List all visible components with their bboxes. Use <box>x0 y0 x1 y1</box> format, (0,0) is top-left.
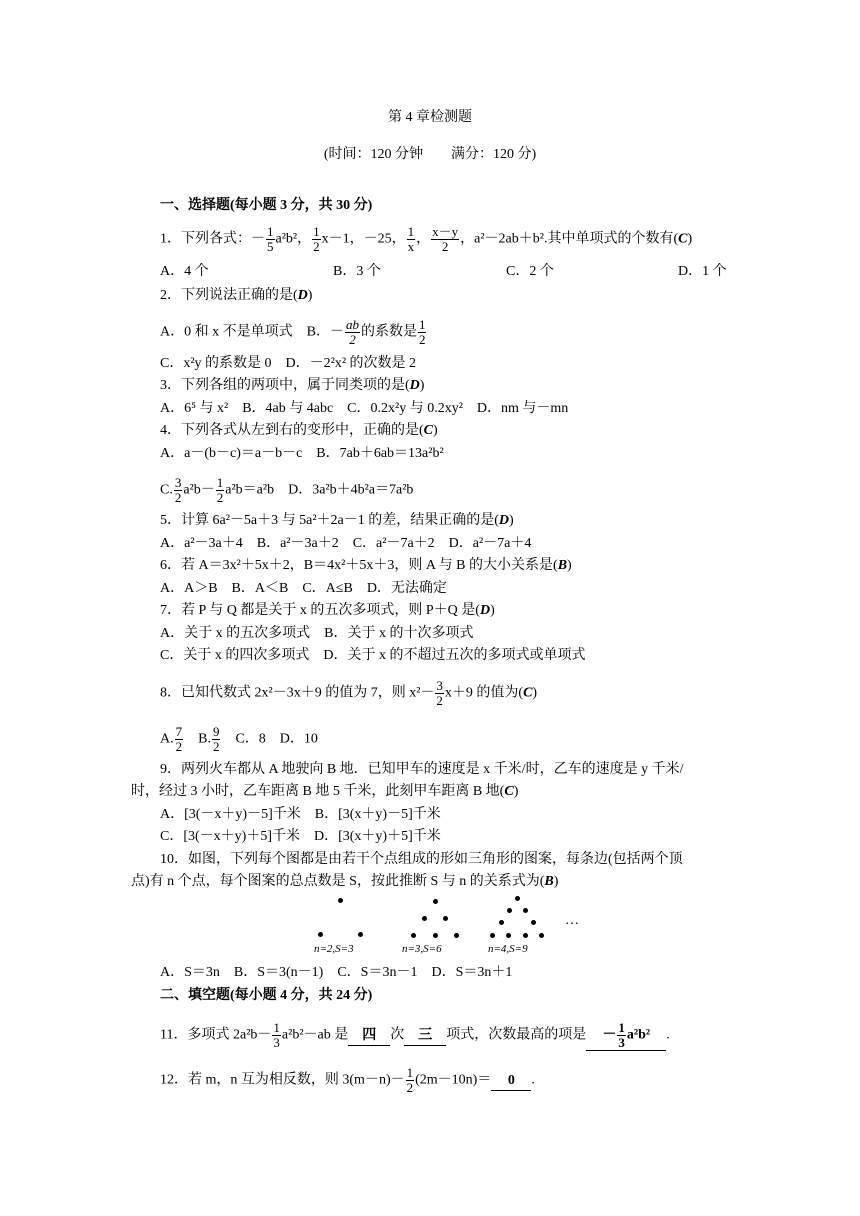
dot <box>454 933 459 938</box>
fraction <box>418 318 427 347</box>
question-4 <box>160 422 438 440</box>
fill-blank-answer <box>586 1021 666 1051</box>
q8-stem: ) <box>532 685 538 701</box>
denominator: 2 <box>418 332 426 347</box>
fill-blank-answer: 0 <box>491 1072 531 1091</box>
fill-blank-answer: 三 <box>404 1027 446 1046</box>
q11-text: 11．多项式 2a²b－ <box>160 1027 272 1043</box>
q1-text: ) <box>687 231 693 247</box>
q1-text: ，a²－2ab＋b².其中单项式的个数有( <box>460 231 679 247</box>
fraction <box>435 679 444 708</box>
q12-text: 12．若 m，n 互为相反数，则 3(m－n)－ <box>160 1072 405 1088</box>
dot <box>443 916 448 921</box>
q4-options-cd <box>160 476 413 505</box>
denominator: 2 <box>212 739 220 754</box>
fraction <box>272 1021 281 1050</box>
dot <box>523 933 528 938</box>
denominator: x <box>407 239 415 254</box>
q9-options-cd: C．[3(－x＋y)＋5]千米 D．[3(x＋y)＋5]千米 <box>160 829 441 844</box>
dot <box>531 920 536 925</box>
q8-options <box>160 725 318 754</box>
dot <box>318 932 323 937</box>
q1-option-a: A．4 个 <box>160 264 209 279</box>
q8-stem: 8．已知代数式 2x²－3x＋9 的值为 7，则 x²－ <box>160 685 435 701</box>
answer: C <box>423 423 434 438</box>
figure-caption: n=4,S=9 <box>488 943 528 955</box>
q1-text: a²b²， <box>275 231 312 247</box>
question-1 <box>160 225 692 254</box>
answer: C <box>523 685 533 701</box>
numerator: x－y <box>432 224 459 239</box>
question-6 <box>160 557 572 575</box>
question-11 <box>160 1021 670 1051</box>
q5-stem: ) <box>509 513 514 528</box>
q6-stem: ) <box>567 558 572 573</box>
q2-options-cd: C．x²y 的系数是 0 D．－2²x² 的次数是 2 <box>160 356 417 371</box>
q6-stem: 6．若 A＝3x²＋5x＋2，B＝4x²＋5x＋3，则 A 与 B 的大小关系是( <box>160 558 558 573</box>
answer: D <box>297 288 308 303</box>
question-3 <box>160 377 424 395</box>
question-5 <box>160 512 514 530</box>
dot <box>490 933 495 938</box>
fraction <box>617 1021 626 1050</box>
section-heading-choice: 一、选择题(每小题 3 分，共 30 分) <box>160 198 373 213</box>
q1-text: ， <box>416 231 431 247</box>
fraction <box>174 476 183 505</box>
numerator: 9 <box>212 724 220 739</box>
q4-text: a²b＝a²b D．3a²b＋4b²a＝7a²b <box>225 482 414 498</box>
q3-stem: 3．下列各组的两项中，属于同类项的是( <box>160 378 410 393</box>
q1-option-b: B．3 个 <box>333 264 381 279</box>
q4-text: C. <box>160 482 173 498</box>
fraction <box>407 225 416 254</box>
dot <box>539 933 544 938</box>
q4-stem: 4．下列各式从左到右的变形中，正确的是( <box>160 423 424 438</box>
dot <box>499 920 504 925</box>
dot <box>433 933 438 938</box>
question-7 <box>160 602 495 620</box>
q7-options-ab: A．关于 x 的五次多项式 B．关于 x 的十次多项式 <box>160 626 474 641</box>
answer: D <box>409 378 420 393</box>
q2-stem: ) <box>307 288 313 303</box>
q9-options-ab: A．[3(－x＋y)－5]千米 B．[3(x＋y)－5]千米 <box>160 807 441 822</box>
question-2 <box>160 287 312 305</box>
q4-text: a²b－ <box>183 482 215 498</box>
q1-text: 1．下列各式：－ <box>160 231 265 247</box>
question-10-line-1: 10．如图，下列每个图都是由若干个点组成的形如三角形的图案，每条边(包括两个顶 <box>160 852 683 867</box>
q7-options-cd: C．关于 x 的四次多项式 D．关于 x 的不超过五次的多项式或单项式 <box>160 648 586 663</box>
q11-text: 项式，次数最高的项是 <box>446 1027 587 1043</box>
denominator: 2 <box>174 490 182 505</box>
dot <box>507 908 512 913</box>
denominator: 3 <box>273 1035 280 1050</box>
denominator: 2 <box>175 739 183 754</box>
q8-text: B. <box>184 731 211 747</box>
q10-options: A．S＝3n B．S＝3(n－1) C．S＝3n－1 D．S＝3n＋1 <box>160 965 513 980</box>
fraction <box>345 318 360 347</box>
numerator: 1 <box>216 475 224 490</box>
dot <box>523 908 528 913</box>
question-9-line-2 <box>131 783 518 801</box>
q5-stem: 5．计算 6a²－5a＋3 与 5a²＋2a－1 的差，结果正确的是( <box>160 513 499 528</box>
dot <box>433 899 438 904</box>
numerator: 1 <box>407 224 415 239</box>
question-9-line-1: 9．两列火车都从 A 地驶向 B 地．已知甲车的速度是 x 千米/时，乙车的速度是 y 千米/ <box>160 762 684 777</box>
question-12 <box>160 1066 535 1095</box>
numerator: 7 <box>175 724 183 739</box>
figure-caption: n=2,S=3 <box>314 943 354 955</box>
denominator: 3 <box>618 1035 625 1050</box>
fill-blank-answer: 四 <box>348 1027 390 1046</box>
q1-option-d: D．1 个 <box>678 264 727 279</box>
q8-text: A. <box>160 731 174 747</box>
fraction <box>266 225 275 254</box>
q3-stem: ) <box>419 378 425 393</box>
q12-text: (2m－10n)＝ <box>415 1072 492 1088</box>
page-subtitle: (时间：120 分钟 满分：120 分) <box>323 147 537 162</box>
question-10-line-2 <box>131 873 558 891</box>
q12-text: . <box>531 1072 535 1088</box>
denominator: 2 <box>349 332 356 347</box>
dot <box>515 896 520 901</box>
fraction <box>431 225 459 254</box>
page-title: 第 4 章检测题 <box>388 110 472 125</box>
numerator: 1 <box>418 317 426 332</box>
denominator: 2 <box>216 490 224 505</box>
blank-text: － <box>602 1027 617 1043</box>
q7-stem: 7．若 P 与 Q 都是关于 x 的五次多项式，则 P＋Q 是( <box>160 603 480 618</box>
q9-stem: 时，经过 3 小时，乙车距离 B 地 5 千米，此刻甲车距离 B 地( <box>131 784 505 799</box>
q7-stem: ) <box>490 603 495 618</box>
fraction <box>312 225 321 254</box>
numerator: 1 <box>618 1020 625 1035</box>
q11-text: 次 <box>390 1027 405 1043</box>
q1-text: x－1，－25， <box>321 231 406 247</box>
q2-options-ab <box>160 318 427 347</box>
q8-stem: x＋9 的值为( <box>444 685 524 701</box>
dot <box>506 933 511 938</box>
blank-text: a²b² <box>626 1027 651 1043</box>
q4-options-ab: A．a－(b－c)＝a－b－c B．7ab＋6ab＝13a²b² <box>160 446 444 461</box>
fraction <box>406 1066 415 1095</box>
q2-text: A．0 和 x 不是单项式 B．－ <box>160 324 344 340</box>
fraction <box>212 725 221 754</box>
q3-options: A．6⁵ 与 x² B．4ab 与 4abc C．0.2x²y 与 0.2xy² D．nm 与－mn <box>160 401 569 416</box>
numerator: 3 <box>174 475 182 490</box>
dot <box>338 898 343 903</box>
answer: C <box>504 784 514 799</box>
denominator: 2 <box>406 1080 414 1095</box>
section-heading-fill: 二、填空题(每小题 4 分，共 24 分) <box>160 988 373 1003</box>
denominator: 2 <box>313 239 320 254</box>
fraction <box>216 476 225 505</box>
q11-text: a²b²－ab 是 <box>281 1027 349 1043</box>
q6-options: A．A＞B B．A＜B C．A≤B D．无法确定 <box>160 581 447 596</box>
numerator: 1 <box>406 1065 414 1080</box>
numerator: 1 <box>313 224 320 239</box>
answer: B <box>544 874 554 889</box>
q9-stem: ) <box>513 784 519 799</box>
denominator: 2 <box>441 239 449 254</box>
dot <box>411 933 416 938</box>
q8-text: C．8 D．10 <box>221 731 318 747</box>
ellipsis: … <box>565 913 579 928</box>
q1-option-c: C．2 个 <box>506 264 554 279</box>
denominator: 5 <box>267 239 274 254</box>
question-8 <box>160 679 537 708</box>
denominator: 2 <box>436 693 443 708</box>
numerator: 1 <box>273 1020 280 1035</box>
q10-stem: ) <box>553 874 559 889</box>
figure-caption: n=3,S=6 <box>402 943 442 955</box>
q2-text: 的系数是 <box>360 324 417 340</box>
answer: B <box>557 558 568 573</box>
q4-stem: ) <box>433 423 438 438</box>
q10-stem: 点)有 n 个点，每个图案的总点数是 S，按此推断 S 与 n 的关系式为( <box>131 874 545 889</box>
q11-text: . <box>666 1027 670 1043</box>
answer: D <box>498 513 510 528</box>
q5-options: A．a²－3a＋4 B．a²－3a＋2 C．a²－7a＋2 D．a²－7a＋4 <box>160 536 532 551</box>
answer: C <box>678 231 688 247</box>
fraction <box>175 725 184 754</box>
dot <box>422 916 427 921</box>
answer: D <box>479 603 491 618</box>
q2-stem: 2．下列说法正确的是( <box>160 288 298 303</box>
numerator: 1 <box>267 224 274 239</box>
numerator: ab <box>345 317 359 332</box>
numerator: 3 <box>436 678 443 693</box>
dot <box>358 932 363 937</box>
